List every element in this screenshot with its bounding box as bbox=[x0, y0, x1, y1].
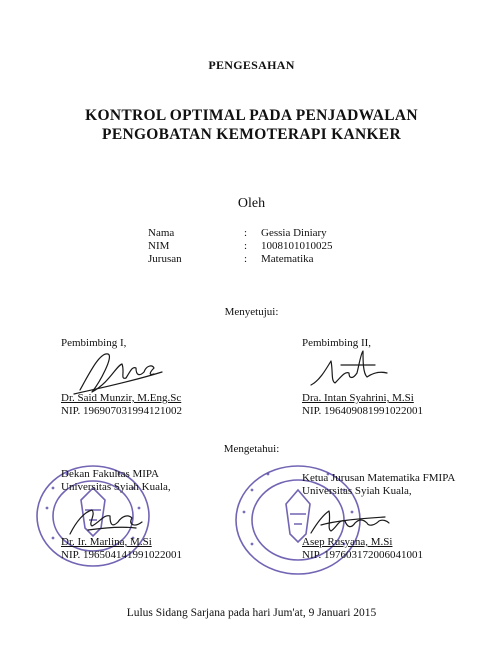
approved-by-label: Menyetujui: bbox=[224, 306, 279, 318]
dean-role-line2: Universitas Syiah Kuala, bbox=[61, 481, 171, 493]
page-heading: PENGESAHAN bbox=[208, 58, 295, 72]
by-label: Oleh bbox=[237, 196, 266, 211]
dean-name: Dr. Ir. Marlina, M.Si bbox=[61, 536, 152, 548]
supervisor2-name: Dra. Intan Syahrini, M.Si bbox=[302, 392, 414, 404]
identity-name-label: Nama bbox=[148, 227, 175, 239]
head-role-line2: Universitas Syiah Kuala, bbox=[302, 485, 412, 497]
supervisor1-nip: NIP. 196907031994121002 bbox=[61, 405, 183, 417]
identity-major-sep: : bbox=[244, 253, 248, 265]
dean-role-line1: Dekan Fakultas MIPA bbox=[61, 468, 159, 480]
head-role-line1: Ketua Jurusan Matematika FMIPA bbox=[302, 472, 456, 484]
identity-major-value: Matematika bbox=[261, 253, 314, 265]
identity-name-sep: : bbox=[244, 227, 248, 239]
head-name: Asep Rusyana, M.Si bbox=[302, 536, 393, 548]
dean-nip: NIP. 196504141991022001 bbox=[61, 549, 183, 561]
identity-name-value: Gessia Diniary bbox=[261, 227, 327, 239]
supervisor2-nip: NIP. 196409081991022001 bbox=[302, 405, 424, 417]
identity-nim-label: NIM bbox=[148, 240, 170, 252]
identity-major-label: Jurusan bbox=[148, 253, 182, 265]
supervisor2-signature bbox=[305, 345, 395, 397]
supervisor1-role: Pembimbing I, bbox=[61, 337, 127, 349]
head-nip: NIP. 197603172006041001 bbox=[302, 549, 424, 561]
supervisor2-role: Pembimbing II, bbox=[302, 337, 372, 349]
acknowledged-by-label: Mengetahui: bbox=[223, 443, 280, 455]
identity-nim-value: 1008101010025 bbox=[261, 240, 333, 252]
supervisor1-name: Dr. Said Munzir, M.Eng.Sc bbox=[61, 392, 182, 404]
thesis-title-line-1: KONTROL OPTIMAL PADA PENJADWALAN bbox=[85, 107, 418, 124]
thesis-title-line-2: PENGOBATAN KEMOTERAPI KANKER bbox=[102, 126, 401, 143]
graduation-date-text: Lulus Sidang Sarjana pada hari Jum'at, 9 Januari 2015 bbox=[126, 607, 377, 619]
identity-nim-sep: : bbox=[244, 240, 248, 252]
